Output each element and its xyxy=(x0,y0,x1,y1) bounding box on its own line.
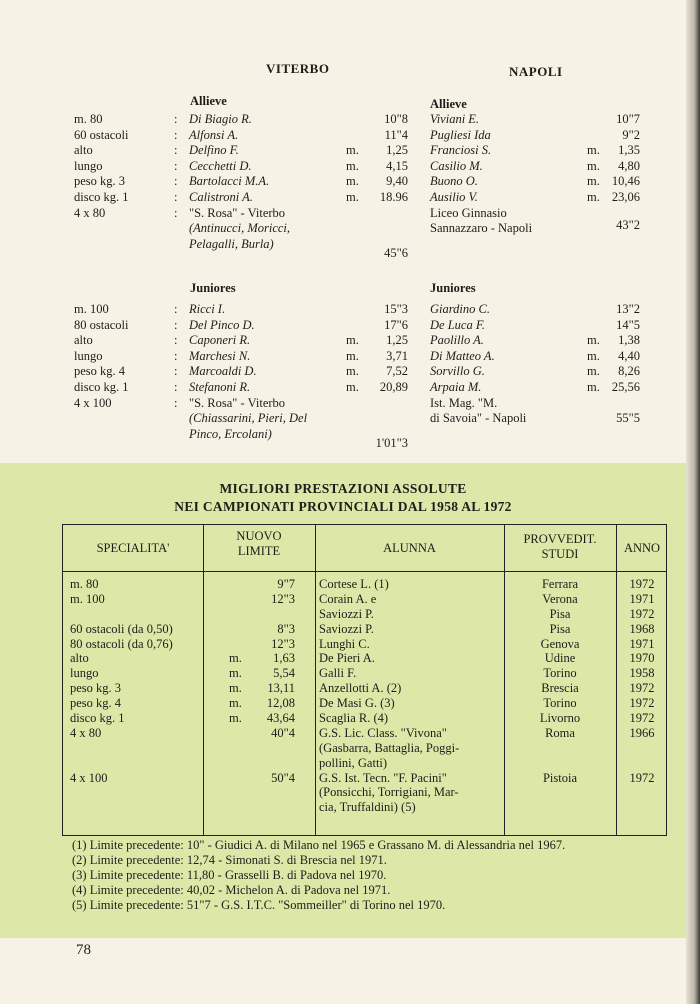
table-cell: 1972 xyxy=(629,711,655,726)
table-cell xyxy=(504,741,616,756)
table-cell: m. 100 xyxy=(70,591,105,606)
records-table xyxy=(62,524,667,836)
header-provveditorato-line1: PROVVEDIT. xyxy=(523,532,597,546)
table-cell: Pisa xyxy=(549,606,571,621)
team-name: Liceo Ginnasio xyxy=(430,205,507,220)
napoli-allieve-names xyxy=(430,112,532,237)
table-cell xyxy=(229,592,242,607)
table-cell: 4 x 80 xyxy=(70,725,102,740)
team-name: "S. Rosa" - Viterbo xyxy=(189,395,286,410)
unit xyxy=(587,128,600,144)
event-label: peso kg. 3 xyxy=(74,174,126,189)
viterbo-heading: VITERBO xyxy=(266,61,330,76)
event-label: 4 x 100 xyxy=(74,395,112,410)
table-cell: Livorno xyxy=(539,711,581,726)
allieve-events xyxy=(74,112,129,221)
athlete-name: Delfino F. xyxy=(189,143,239,158)
footnote: (2) Limite precedente: 12,74 - Simonati S. di Brescia nel 1971. xyxy=(72,853,387,867)
table-cell xyxy=(229,607,242,622)
table-cell xyxy=(616,756,668,771)
table-cell: peso kg. 4 xyxy=(70,696,122,711)
table-cell: cia, Truffaldini) (5) xyxy=(319,800,416,815)
result-value: 23,06 xyxy=(611,189,640,204)
table-cell: 1958 xyxy=(629,666,655,681)
table-cell: 12,08 xyxy=(266,696,295,711)
result-value: 4,80 xyxy=(618,158,640,173)
table-cell: 1968 xyxy=(629,621,655,636)
footnote: (5) Limite precedente: 51"7 - G.S. I.T.C. "Sommeiller" di Torino nel 1970. xyxy=(72,898,446,912)
athlete-name: Paolillo A. xyxy=(430,333,484,348)
athlete-name: Del Pinco D. xyxy=(189,317,255,332)
athlete-name: Bartolacci M.A. xyxy=(189,174,270,189)
viterbo-allieve-heading: Allieve xyxy=(190,94,227,108)
anno-column xyxy=(616,577,668,785)
unit: m. xyxy=(587,189,600,204)
athlete-name: Casilio M. xyxy=(430,158,483,173)
unit: m. xyxy=(587,348,600,363)
unit: m. xyxy=(587,174,600,189)
napoli-allieve-values xyxy=(600,112,640,237)
table-cell xyxy=(229,622,242,637)
footnote: (3) Limite precedente: 11,80 - Grasselli B. di Padova nel 1970. xyxy=(72,868,387,882)
result-value: 7,52 xyxy=(386,364,408,379)
records-title-line2: NEI CAMPIONATI PROVINCIALI DAL 1958 AL 1972 xyxy=(174,499,512,514)
result-value: 17"6 xyxy=(384,317,408,332)
viterbo-juniores-values xyxy=(352,302,408,450)
athlete-name: Viviani E. xyxy=(430,112,480,126)
table-cell: 5,54 xyxy=(273,666,295,681)
table-cell: disco kg. 1 xyxy=(70,711,125,726)
table-cell: alto xyxy=(70,651,89,666)
table-cell: 13,11 xyxy=(267,681,295,696)
result-value: 1'01"3 xyxy=(375,435,408,450)
allieve-colons: : : : : : : : xyxy=(174,112,178,220)
unit xyxy=(346,128,359,144)
unit: m. xyxy=(587,143,600,158)
table-cell: 1972 xyxy=(629,696,655,711)
result-value: 45"6 xyxy=(384,245,408,260)
table-cell: Pistoia xyxy=(542,770,578,785)
table-cell: G.S. Ist. Tecn. "F. Pacini" xyxy=(319,770,447,785)
result-value: 9"2 xyxy=(622,127,640,142)
header-limite-line2: LIMITE xyxy=(237,544,281,558)
unit: m. xyxy=(346,379,359,394)
athlete-name: Di Matteo A. xyxy=(430,348,495,363)
table-cell: Torino xyxy=(543,666,577,681)
table-cell: peso kg. 3 xyxy=(70,681,122,696)
athlete-name: Calistroni A. xyxy=(189,189,253,204)
athlete-name: Marchesi N. xyxy=(189,348,251,363)
result-value xyxy=(600,396,640,412)
unit: m. xyxy=(587,158,600,173)
table-cell: m. xyxy=(229,711,242,726)
napoli-juniores-names xyxy=(430,302,526,427)
unit: m. xyxy=(346,189,359,204)
table-cell: 1966 xyxy=(629,725,655,740)
result-value: 1,25 xyxy=(386,143,408,158)
viterbo-juniores-names xyxy=(189,302,307,442)
juniores-events xyxy=(74,302,129,411)
result-value: 10"8 xyxy=(384,112,408,126)
header-specialita: SPECIALITA' xyxy=(96,541,170,555)
result-value xyxy=(352,396,408,412)
table-cell: De Pieri A. xyxy=(319,651,375,666)
result-value: 4,40 xyxy=(618,348,640,363)
table-cell: m. 80 xyxy=(70,577,99,591)
athlete-name: Alfonsi A. xyxy=(189,127,239,142)
table-cell: 1972 xyxy=(629,770,655,785)
event-label: disco kg. 1 xyxy=(74,379,129,394)
table-cell: Torino xyxy=(543,696,577,711)
result-value: 10,46 xyxy=(611,174,640,189)
athlete-name: Buono O. xyxy=(430,174,478,189)
athlete-name: Pugliesi Ida xyxy=(430,127,491,142)
napoli-heading: NAPOLI xyxy=(509,64,563,79)
team-members: Pelagalli, Burla) xyxy=(189,236,274,251)
event-label: 60 ostacoli xyxy=(74,127,129,142)
table-cell: m. xyxy=(229,651,242,666)
event-label: 4 x 80 xyxy=(74,205,106,220)
table-cell: Udine xyxy=(544,651,576,666)
result-value: 1,38 xyxy=(618,333,640,348)
table-cell: Roma xyxy=(545,725,575,740)
unit xyxy=(346,112,359,128)
result-value xyxy=(360,221,408,237)
result-value: 14"5 xyxy=(616,317,640,332)
result-value: 15"3 xyxy=(384,302,408,316)
unit: m. xyxy=(587,333,600,348)
records-title-line1: MIGLIORI PRESTAZIONI ASSOLUTE xyxy=(219,481,467,496)
table-cell xyxy=(243,756,295,771)
unit xyxy=(587,318,600,334)
table-cell: 43,64 xyxy=(266,711,295,726)
juniores-colons: : : : : : : : xyxy=(174,302,178,410)
athlete-name: Arpaia M. xyxy=(430,379,482,394)
result-value: 13"2 xyxy=(616,302,640,316)
event-label: m. 80 xyxy=(74,112,103,126)
table-cell: Pisa xyxy=(549,621,571,636)
table-cell: Brescia xyxy=(541,681,579,696)
unit: m. xyxy=(346,143,359,158)
table-cell: Scaglia R. (4) xyxy=(319,711,389,726)
table-cell: Anzellotti A. (2) xyxy=(319,681,402,696)
header-provveditorato-line2: STUDI xyxy=(541,547,579,561)
table-cell: 12"3 xyxy=(271,636,295,651)
table-cell: Saviozzi P. xyxy=(319,621,374,636)
table-cell: Genova xyxy=(540,636,580,651)
table-cell: 8"3 xyxy=(277,621,295,636)
unit: m. xyxy=(346,348,359,363)
header-limite-line1: NUOVO xyxy=(236,529,282,543)
table-cell xyxy=(229,577,242,592)
table-cell: 1971 xyxy=(629,591,655,606)
result-value: 1,35 xyxy=(618,143,640,158)
result-value xyxy=(360,206,408,222)
table-cell xyxy=(70,741,173,756)
team-name: Sannazzaro - Napoli xyxy=(430,221,533,236)
event-label: lungo xyxy=(74,158,103,173)
result-value: 3,71 xyxy=(386,348,408,363)
table-cell: 1971 xyxy=(629,636,655,651)
napoli-allieve-units xyxy=(587,112,600,206)
table-cell: G.S. Lic. Class. "Vivona" xyxy=(319,725,447,740)
limite-column xyxy=(243,577,295,785)
event-label: 80 ostacoli xyxy=(74,317,129,332)
result-value: 20,89 xyxy=(379,379,408,394)
footnotes xyxy=(72,838,565,913)
event-label: m. 100 xyxy=(74,302,109,316)
binding-edge xyxy=(686,0,700,1004)
viterbo-allieve-names xyxy=(189,112,290,252)
athlete-name: Stefanoni R. xyxy=(189,379,251,394)
table-cell: m. xyxy=(229,681,242,696)
result-value: 55"5 xyxy=(616,411,640,426)
table-cell: (Ponsicchi, Torrigiani, Mar- xyxy=(319,785,459,800)
result-value: 10"7 xyxy=(616,112,640,126)
table-cell xyxy=(243,741,295,756)
unit: m. xyxy=(346,174,359,189)
header-alunna: ALUNNA xyxy=(383,541,436,555)
team-name: "S. Rosa" - Viterbo xyxy=(189,205,286,220)
result-value: 18.96 xyxy=(379,189,408,204)
table-cell: De Masi G. (3) xyxy=(319,696,395,711)
table-cell xyxy=(243,607,295,622)
result-value xyxy=(352,411,408,427)
table-cell: Galli F. xyxy=(319,666,357,681)
table-cell: m. xyxy=(229,666,242,681)
team-name: Ist. Mag. "M. xyxy=(430,395,498,410)
alunna-column xyxy=(319,577,459,815)
footnote: (4) Limite precedente: 40,02 - Michelon A. di Padova nel 1971. xyxy=(72,883,391,897)
viterbo-allieve-units xyxy=(346,112,359,206)
team-members: (Antinucci, Moricci, xyxy=(189,221,291,236)
table-cell: 1972 xyxy=(629,577,655,591)
athlete-name: Marcoaldi D. xyxy=(189,364,257,379)
table-cell: (Gasbarra, Battaglia, Poggi- xyxy=(319,740,460,755)
event-label: peso kg. 4 xyxy=(74,364,126,379)
table-cell: 60 ostacoli (da 0,50) xyxy=(70,621,173,636)
table-cell: 1972 xyxy=(629,606,655,621)
athlete-name: Sorvillo G. xyxy=(430,364,485,379)
team-members: Pinco, Ercolani) xyxy=(189,426,272,441)
viterbo-allieve-values xyxy=(360,112,408,260)
result-value: 1,25 xyxy=(386,333,408,348)
viterbo-juniores-heading: Juniores xyxy=(190,281,236,295)
unit: m. xyxy=(346,158,359,173)
header-anno: ANNO xyxy=(623,541,661,555)
athlete-name: Giardino C. xyxy=(430,302,490,316)
footnote: (1) Limite precedente: 10" - Giudici A. di Milano nel 1965 e Grassano M. di Alessandria nel 1967. xyxy=(72,838,566,852)
team-name: di Savoia" - Napoli xyxy=(430,411,527,426)
table-cell xyxy=(70,756,173,771)
table-cell: Ferrara xyxy=(541,577,579,591)
table-cell: Lunghi C. xyxy=(319,636,370,651)
athlete-name: Ausilio V. xyxy=(430,189,478,204)
napoli-juniores-values xyxy=(600,302,640,427)
table-cell: Saviozzi P. xyxy=(319,606,374,621)
unit: m. xyxy=(587,364,600,379)
table-cell xyxy=(504,756,616,771)
specialita-column xyxy=(70,577,173,785)
table-cell: 1970 xyxy=(629,651,655,666)
table-cell: 12"3 xyxy=(271,591,295,606)
athlete-name: Franciosi S. xyxy=(430,143,492,158)
table-cell xyxy=(229,637,242,652)
table-cell xyxy=(70,607,173,622)
event-label: lungo xyxy=(74,348,103,363)
table-cell: Verona xyxy=(542,591,578,606)
athlete-name: Caponeri R. xyxy=(189,333,251,348)
athlete-name: Cecchetti D. xyxy=(189,158,252,173)
unit: m. xyxy=(346,333,359,348)
team-members: (Chiassarini, Pieri, Del xyxy=(189,411,308,426)
table-cell: m. xyxy=(229,696,242,711)
result-value: 25,56 xyxy=(611,379,640,394)
unit: m. xyxy=(587,379,600,394)
provveditorato-column xyxy=(504,577,616,785)
table-cell: 1,63 xyxy=(273,651,295,666)
unit xyxy=(587,112,600,128)
table-cell: 40"4 xyxy=(271,725,295,740)
table-cell: lungo xyxy=(70,666,99,681)
units-column xyxy=(229,577,242,726)
unit: m. xyxy=(346,364,359,379)
result-value: 11"4 xyxy=(384,127,408,142)
table-cell: 80 ostacoli (da 0,76) xyxy=(70,636,173,651)
event-label: disco kg. 1 xyxy=(74,189,129,204)
result-value: 8,26 xyxy=(618,364,640,379)
event-label: alto xyxy=(74,333,93,348)
athlete-name: Di Biagio R. xyxy=(189,112,252,126)
table-cell: pollini, Gatti) xyxy=(319,755,388,770)
table-cell: Corain A. e xyxy=(319,591,377,606)
table-cell: 1972 xyxy=(629,681,655,696)
event-label: alto xyxy=(74,143,93,158)
napoli-juniores-units xyxy=(587,302,600,396)
table-cell: 9"7 xyxy=(277,577,295,591)
result-value: 4,15 xyxy=(386,158,408,173)
result-value: 9,40 xyxy=(386,174,408,189)
table-cell xyxy=(616,741,668,756)
page-number: 78 xyxy=(76,942,91,958)
table-cell: Cortese L. (1) xyxy=(319,577,389,591)
athlete-name: Ricci I. xyxy=(189,302,226,316)
result-value: 43"2 xyxy=(616,218,640,233)
unit xyxy=(587,302,600,318)
table-cell: 50"4 xyxy=(271,770,295,785)
napoli-juniores-heading: Juniores xyxy=(430,281,476,295)
athlete-name: De Luca F. xyxy=(430,317,485,332)
napoli-allieve-heading: Allieve xyxy=(430,97,467,111)
table-cell: 4 x 100 xyxy=(70,770,108,785)
